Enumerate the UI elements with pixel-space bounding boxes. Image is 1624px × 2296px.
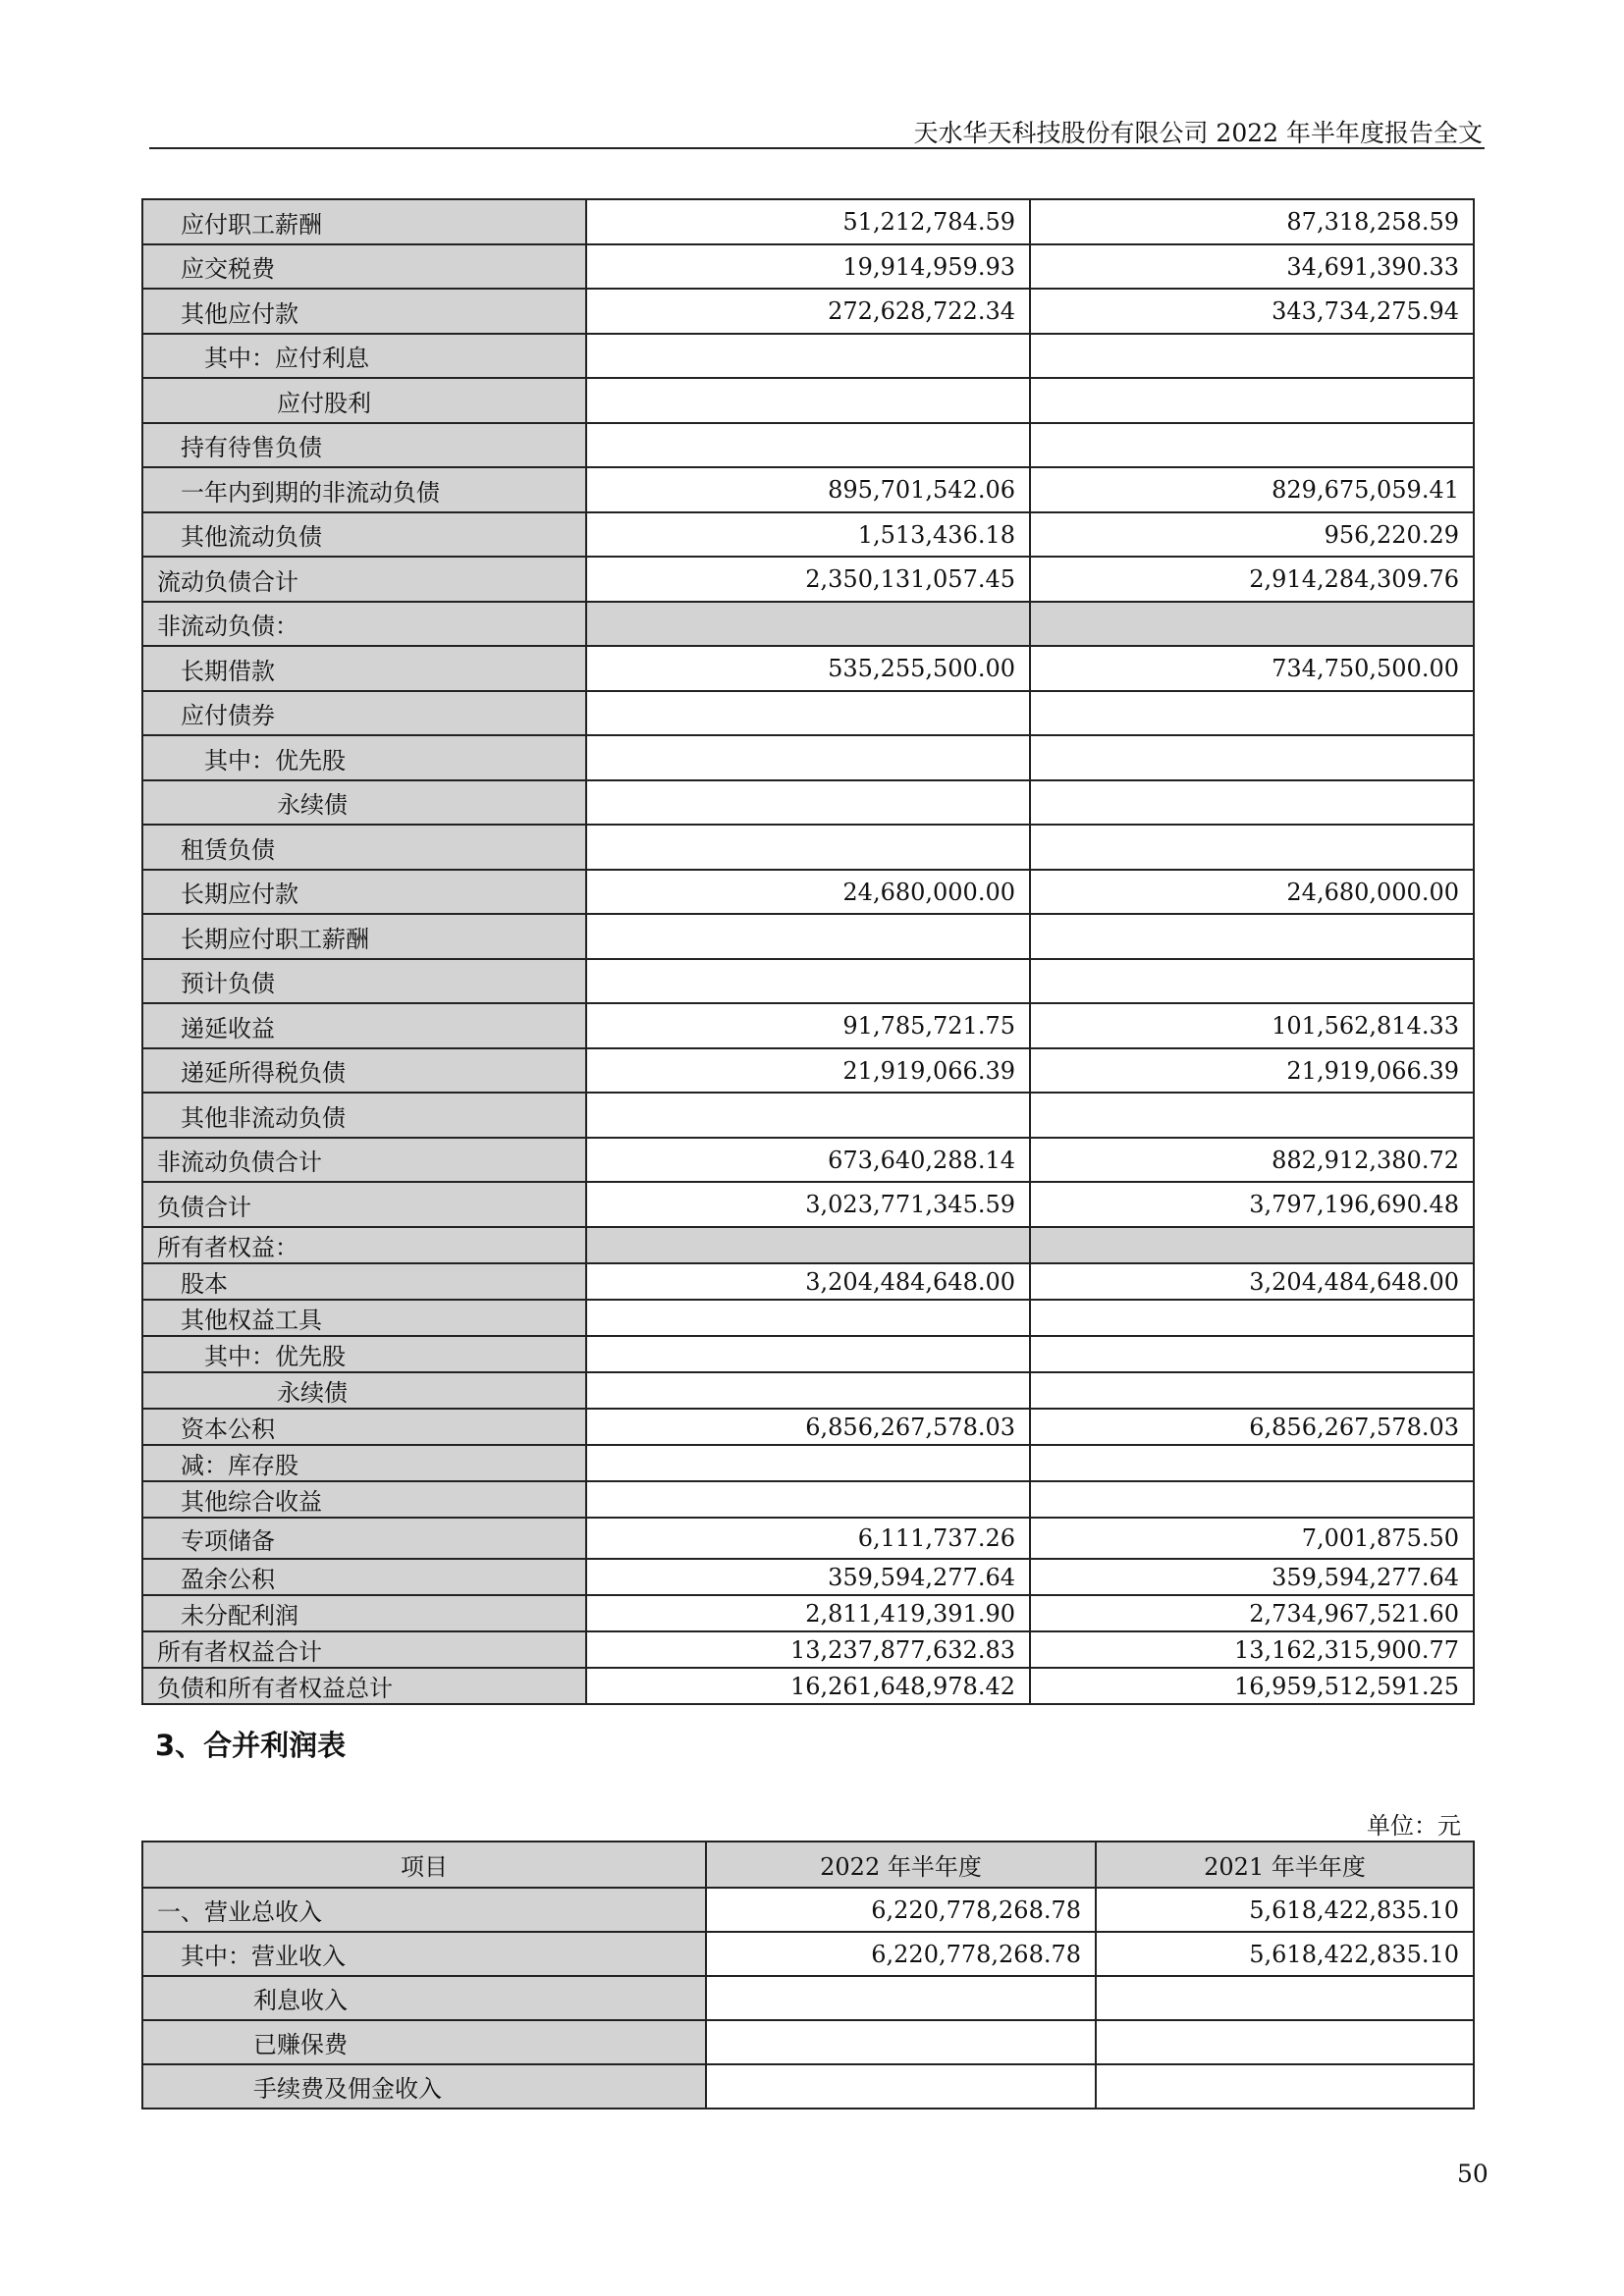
value-prior: 882,912,380.72 xyxy=(1030,1138,1474,1182)
row-label: 已赚保费 xyxy=(142,2020,706,2064)
value-current: 6,856,267,578.03 xyxy=(586,1409,1030,1445)
row-label: 流动负债合计 xyxy=(142,557,586,602)
row-label: 其中：营业收入 xyxy=(142,1932,706,1976)
header-cell-2022: 2022 年半年度 xyxy=(706,1842,1096,1888)
value-prior xyxy=(1030,1300,1474,1336)
table-row xyxy=(142,1263,1474,1300)
value-prior: 16,959,512,591.25 xyxy=(1030,1668,1474,1704)
table-row xyxy=(142,1631,1474,1668)
row-label: 其他综合收益 xyxy=(142,1481,586,1518)
row-label: 其他应付款 xyxy=(142,289,586,334)
row-label: 专项储备 xyxy=(142,1518,586,1559)
section-title: 3、合并利润表 xyxy=(155,1729,347,1762)
value-prior: 734,750,500.00 xyxy=(1030,646,1474,691)
value-prior xyxy=(1030,602,1474,646)
value-prior: 34,691,390.33 xyxy=(1030,244,1474,289)
value-current: 24,680,000.00 xyxy=(586,870,1030,914)
value-current: 21,919,066.39 xyxy=(586,1048,1030,1093)
value-current: 3,204,484,648.00 xyxy=(586,1263,1030,1300)
value-prior xyxy=(1096,1976,1474,2020)
table-row xyxy=(142,1048,1474,1093)
table-row xyxy=(142,1336,1474,1372)
row-label: 盈余公积 xyxy=(142,1559,586,1595)
value-current xyxy=(586,780,1030,825)
value-current: 272,628,722.34 xyxy=(586,289,1030,334)
value-current: 13,237,877,632.83 xyxy=(586,1631,1030,1668)
value-current xyxy=(706,2020,1096,2064)
table-row xyxy=(142,423,1474,467)
value-current: 91,785,721.75 xyxy=(586,1003,1030,1048)
table-row xyxy=(142,1559,1474,1595)
value-prior: 24,680,000.00 xyxy=(1030,870,1474,914)
row-label: 所有者权益合计 xyxy=(142,1631,586,1668)
table-row xyxy=(142,1976,1474,2020)
row-label: 资本公积 xyxy=(142,1409,586,1445)
row-label: 应付债券 xyxy=(142,691,586,735)
row-label: 股本 xyxy=(142,1263,586,1300)
row-label: 应付职工薪酬 xyxy=(142,199,586,244)
value-current: 3,023,771,345.59 xyxy=(586,1182,1030,1227)
table-row xyxy=(142,1093,1474,1138)
row-label: 租赁负债 xyxy=(142,825,586,870)
value-current xyxy=(586,1336,1030,1372)
row-label: 应付股利 xyxy=(142,378,586,423)
table-row xyxy=(142,825,1474,870)
value-prior: 101,562,814.33 xyxy=(1030,1003,1474,1048)
table-row xyxy=(142,1668,1474,1704)
table-row xyxy=(142,1372,1474,1409)
row-label: 一年内到期的非流动负债 xyxy=(142,467,586,512)
value-current: 1,513,436.18 xyxy=(586,512,1030,557)
table-row xyxy=(142,1182,1474,1227)
value-prior xyxy=(1096,2020,1474,2064)
unit-label: 单位：元 xyxy=(1367,1812,1461,1840)
value-current xyxy=(586,1372,1030,1409)
value-current: 535,255,500.00 xyxy=(586,646,1030,691)
table-row xyxy=(142,1409,1474,1445)
row-label: 长期借款 xyxy=(142,646,586,691)
header-cell-item: 项目 xyxy=(142,1842,706,1888)
table-row xyxy=(142,199,1474,244)
value-prior xyxy=(1030,691,1474,735)
table-row xyxy=(142,1138,1474,1182)
value-current xyxy=(586,735,1030,780)
value-prior xyxy=(1030,334,1474,378)
value-prior xyxy=(1030,1227,1474,1263)
table-row xyxy=(142,244,1474,289)
value-prior: 5,618,422,835.10 xyxy=(1096,1932,1474,1976)
value-current xyxy=(706,2064,1096,2109)
row-label: 其中：优先股 xyxy=(142,1336,586,1372)
value-current xyxy=(586,691,1030,735)
row-label: 非流动负债： xyxy=(142,602,586,646)
header-cell-2021: 2021 年半年度 xyxy=(1096,1842,1474,1888)
table-row xyxy=(142,1595,1474,1631)
row-label: 递延收益 xyxy=(142,1003,586,1048)
row-label: 其中：优先股 xyxy=(142,735,586,780)
income-statement-table xyxy=(141,1841,1475,2109)
header-title: 天水华天科技股份有限公司 2022 年半年度报告全文 xyxy=(913,119,1483,147)
row-label: 长期应付职工薪酬 xyxy=(142,914,586,959)
row-label: 手续费及佣金收入 xyxy=(142,2064,706,2109)
value-current: 6,111,737.26 xyxy=(586,1518,1030,1559)
value-prior: 87,318,258.59 xyxy=(1030,199,1474,244)
row-label: 递延所得税负债 xyxy=(142,1048,586,1093)
value-current xyxy=(586,959,1030,1003)
row-label: 所有者权益： xyxy=(142,1227,586,1263)
value-current xyxy=(586,378,1030,423)
value-current xyxy=(586,602,1030,646)
row-label: 其他权益工具 xyxy=(142,1300,586,1336)
value-prior: 359,594,277.64 xyxy=(1030,1559,1474,1595)
row-label: 非流动负债合计 xyxy=(142,1138,586,1182)
value-current xyxy=(586,1300,1030,1336)
table-row xyxy=(142,602,1474,646)
row-label: 预计负债 xyxy=(142,959,586,1003)
value-prior xyxy=(1030,735,1474,780)
value-current xyxy=(706,1976,1096,2020)
row-label: 利息收入 xyxy=(142,1976,706,2020)
table-header-row xyxy=(142,1842,1474,1888)
row-label: 负债和所有者权益总计 xyxy=(142,1668,586,1704)
table-row xyxy=(142,512,1474,557)
value-prior: 2,914,284,309.76 xyxy=(1030,557,1474,602)
table-row xyxy=(142,289,1474,334)
page-number: 50 xyxy=(1457,2160,1489,2188)
table-row xyxy=(142,467,1474,512)
row-label: 其他非流动负债 xyxy=(142,1093,586,1138)
value-prior: 343,734,275.94 xyxy=(1030,289,1474,334)
row-label: 持有待售负债 xyxy=(142,423,586,467)
table-row xyxy=(142,735,1474,780)
table-row xyxy=(142,1445,1474,1481)
value-current xyxy=(586,1481,1030,1518)
value-prior: 829,675,059.41 xyxy=(1030,467,1474,512)
row-label: 一、营业总收入 xyxy=(142,1888,706,1932)
value-prior xyxy=(1030,1481,1474,1518)
value-prior xyxy=(1030,1093,1474,1138)
value-prior: 21,919,066.39 xyxy=(1030,1048,1474,1093)
value-current: 16,261,648,978.42 xyxy=(586,1668,1030,1704)
value-prior: 5,618,422,835.10 xyxy=(1096,1888,1474,1932)
value-current: 6,220,778,268.78 xyxy=(706,1888,1096,1932)
value-prior: 2,734,967,521.60 xyxy=(1030,1595,1474,1631)
table-row xyxy=(142,914,1474,959)
table-row xyxy=(142,334,1474,378)
value-current xyxy=(586,1227,1030,1263)
value-prior xyxy=(1030,423,1474,467)
value-current: 6,220,778,268.78 xyxy=(706,1932,1096,1976)
table-row xyxy=(142,2064,1474,2109)
row-label: 永续债 xyxy=(142,780,586,825)
value-current xyxy=(586,334,1030,378)
value-prior xyxy=(1030,825,1474,870)
value-prior xyxy=(1030,914,1474,959)
value-current xyxy=(586,825,1030,870)
table-row xyxy=(142,378,1474,423)
value-prior xyxy=(1030,959,1474,1003)
table-row xyxy=(142,646,1474,691)
value-current: 2,811,419,391.90 xyxy=(586,1595,1030,1631)
row-label: 减：库存股 xyxy=(142,1445,586,1481)
table-row xyxy=(142,780,1474,825)
table-row xyxy=(142,1518,1474,1559)
table-row xyxy=(142,1300,1474,1336)
row-label: 永续债 xyxy=(142,1372,586,1409)
value-prior xyxy=(1096,2064,1474,2109)
value-current xyxy=(586,423,1030,467)
table-row xyxy=(142,557,1474,602)
row-label: 应交税费 xyxy=(142,244,586,289)
value-prior: 13,162,315,900.77 xyxy=(1030,1631,1474,1668)
table-row xyxy=(142,1003,1474,1048)
row-label: 长期应付款 xyxy=(142,870,586,914)
table-row xyxy=(142,1481,1474,1518)
value-prior: 6,856,267,578.03 xyxy=(1030,1409,1474,1445)
page-header xyxy=(149,110,1485,149)
table-row xyxy=(142,1888,1474,1932)
value-prior: 7,001,875.50 xyxy=(1030,1518,1474,1559)
row-label: 其中：应付利息 xyxy=(142,334,586,378)
value-current: 359,594,277.64 xyxy=(586,1559,1030,1595)
value-prior: 956,220.29 xyxy=(1030,512,1474,557)
row-label: 其他流动负债 xyxy=(142,512,586,557)
table-row xyxy=(142,870,1474,914)
value-prior xyxy=(1030,378,1474,423)
value-current: 673,640,288.14 xyxy=(586,1138,1030,1182)
table-row xyxy=(142,2020,1474,2064)
row-label: 未分配利润 xyxy=(142,1595,586,1631)
value-current: 2,350,131,057.45 xyxy=(586,557,1030,602)
value-current: 51,212,784.59 xyxy=(586,199,1030,244)
value-prior xyxy=(1030,1372,1474,1409)
value-current xyxy=(586,1445,1030,1481)
table-row xyxy=(142,1227,1474,1263)
value-prior: 3,797,196,690.48 xyxy=(1030,1182,1474,1227)
value-current: 895,701,542.06 xyxy=(586,467,1030,512)
value-current xyxy=(586,1093,1030,1138)
value-prior xyxy=(1030,1336,1474,1372)
value-current: 19,914,959.93 xyxy=(586,244,1030,289)
value-prior xyxy=(1030,780,1474,825)
value-current xyxy=(586,914,1030,959)
value-prior: 3,204,484,648.00 xyxy=(1030,1263,1474,1300)
balance-sheet-table xyxy=(141,198,1475,1705)
value-prior xyxy=(1030,1445,1474,1481)
row-label: 负债合计 xyxy=(142,1182,586,1227)
table-row xyxy=(142,1932,1474,1976)
table-row xyxy=(142,691,1474,735)
table-row xyxy=(142,959,1474,1003)
